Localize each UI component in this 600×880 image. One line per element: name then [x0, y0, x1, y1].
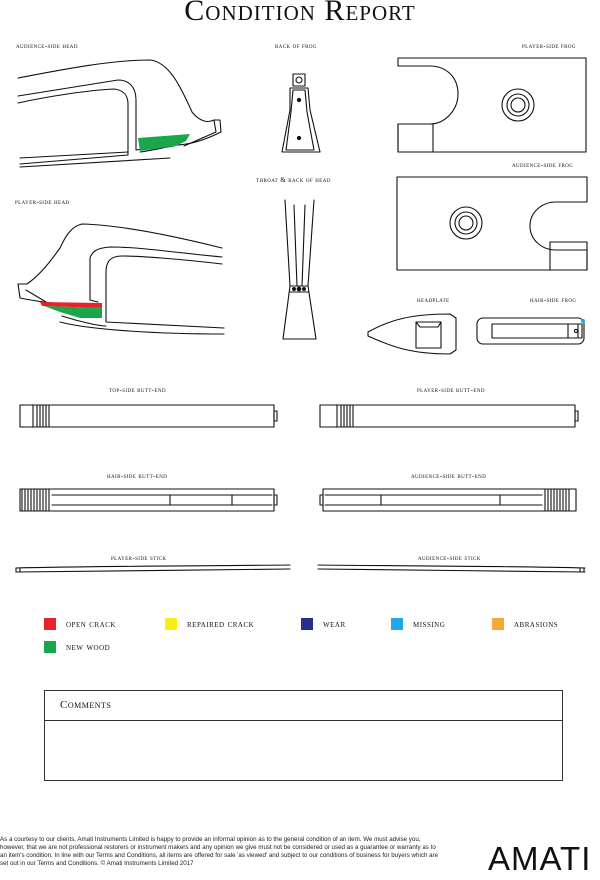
- disclaimer-text: As a courtesy to our clients, Amati Instruments Limited is happy to provide an informal opinion as to the general condition of an item. We must advise you, however, that we are not professional restorers or instrument makers and any opinion we give must not be considered or used as a guarantee or warranty as to an item's condition. In line with our Terms and Conditions, all items are offered for sale 'as viewed' and subject to our conditions of business for buyers which are set out in our Terms and Conditions. © Amati Instruments Limited 2017: [0, 836, 439, 868]
- label-headplate: headplate: [417, 296, 450, 304]
- legend-item-new-wood: [44, 641, 110, 653]
- legend-item-repaired-crack: [165, 618, 254, 630]
- legend-label-abrasions: abrasions: [514, 618, 559, 630]
- label-player-side-head: player-side head: [15, 198, 70, 206]
- back-of-frog-drawing: [282, 74, 320, 152]
- player-side-butt-end-drawing: [320, 405, 578, 427]
- legend-swatch-new-wood: [44, 641, 56, 653]
- audience-side-stick-drawing: [318, 565, 585, 572]
- legend-item-abrasions: [492, 618, 558, 630]
- label-audience-side-frog: audience-side frog: [512, 161, 574, 169]
- audience-side-butt-end-drawing: [320, 489, 576, 511]
- hair-side-frog-drawing: [477, 318, 585, 344]
- legend-label-repaired-crack: repaired crack: [187, 618, 255, 630]
- audience-side-frog-drawing: [397, 177, 587, 270]
- legend-swatch-wear: [301, 618, 313, 630]
- new-wood-marking-audience: [138, 134, 190, 151]
- label-audience-side-head: audience-side head: [16, 42, 78, 50]
- label-throat-back-of-head: throat & back of head: [256, 176, 331, 184]
- top-side-butt-end-drawing: [20, 405, 277, 427]
- label-hair-side-frog: hair-side frog: [530, 296, 577, 304]
- comments-box[interactable]: [44, 690, 563, 781]
- comments-label: Comments: [45, 691, 562, 721]
- throat-back-of-head-drawing: [283, 200, 316, 339]
- label-player-side-butt-end: player-side butt-end: [417, 386, 485, 394]
- label-player-side-frog: player-side frog: [522, 42, 576, 50]
- legend-item-wear: [301, 618, 346, 630]
- player-side-stick-drawing: [16, 565, 290, 572]
- missing-marking: [581, 319, 585, 323]
- player-side-frog-drawing: [398, 58, 586, 152]
- label-hair-side-butt-end: hair-side butt-end: [107, 472, 168, 480]
- legend-swatch-abrasions: [492, 618, 504, 630]
- player-side-head-drawing: [18, 224, 224, 334]
- legend-label-open-crack: open crack: [66, 618, 116, 630]
- new-wood-marking-player: [44, 306, 102, 318]
- audience-side-head-drawing: [18, 60, 221, 167]
- label-audience-side-stick: audience-side stick: [418, 554, 481, 562]
- page-title: Condition Report: [184, 0, 416, 27]
- legend-label-wear: wear: [323, 618, 346, 630]
- legend-swatch-open-crack: [44, 618, 56, 630]
- label-top-side-butt-end: top-side butt-end: [109, 386, 167, 394]
- amati-logo: AMATI: [488, 840, 592, 877]
- legend-label-missing: missing: [413, 618, 446, 630]
- legend-swatch-missing: [391, 618, 403, 630]
- legend-item-missing: [391, 618, 445, 630]
- legend-item-open-crack: [44, 618, 116, 630]
- hair-side-butt-end-drawing: [20, 489, 277, 511]
- legend-label-new-wood: new wood: [66, 641, 111, 653]
- label-audience-side-butt-end: audience-side butt-end: [411, 472, 487, 480]
- headplate-drawing: [368, 314, 456, 354]
- legend-swatch-repaired-crack: [165, 618, 177, 630]
- label-back-of-frog: back of frog: [275, 42, 317, 50]
- label-player-side-stick: player-side stick: [111, 554, 167, 562]
